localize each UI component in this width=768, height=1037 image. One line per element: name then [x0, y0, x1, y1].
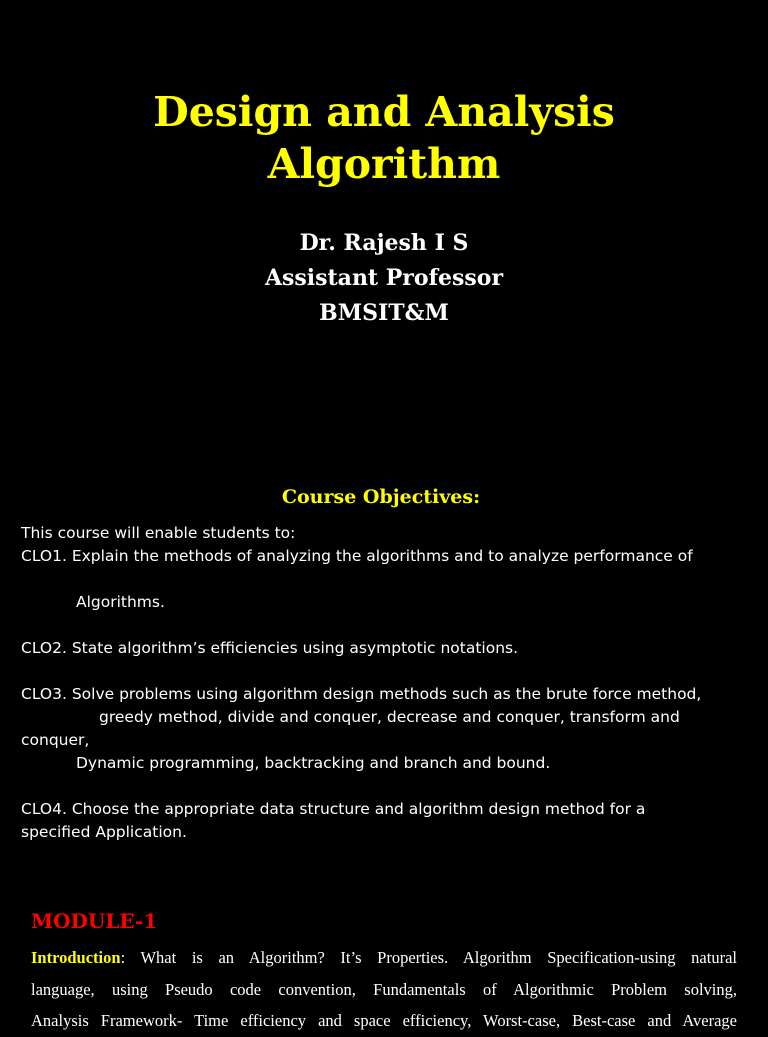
title-line-2: Algorithm — [267, 140, 501, 188]
objectives-line: Dynamic programming, backtracking and branch and bound. — [76, 754, 551, 772]
author-block — [0, 226, 768, 331]
objectives-line — [21, 568, 741, 591]
author-name: Dr. Rajesh I S — [299, 230, 469, 256]
objectives-line: conquer, — [21, 731, 90, 749]
objectives-line: This course will enable students to: — [21, 524, 296, 542]
module-line-1-text: : What is an Algorithm? It’s Properties. Algorithm Specification-using natural — [120, 948, 737, 967]
objectives-list — [21, 522, 741, 844]
objectives-line — [21, 775, 741, 798]
module-title: MODULE-1 — [31, 909, 158, 933]
objectives-line: specified Application. — [21, 823, 187, 841]
author-position: Assistant Professor — [264, 265, 504, 291]
document-title — [0, 86, 768, 190]
module-line — [31, 942, 737, 974]
module-description — [31, 942, 737, 1037]
module-line: language, using Pseudo code convention, Fundamentals of Algorithmic Problem solving, — [31, 979, 737, 999]
objectives-line: CLO1. Explain the methods of analyzing the algorithms and to analyze performance of — [21, 547, 693, 565]
introduction-label: Introduction — [31, 948, 121, 967]
objectives-line: CLO4. Choose the appropriate data structure and algorithm design method for a — [21, 800, 646, 818]
objectives-line: greedy method, divide and conquer, decrease and conquer, transform and — [99, 708, 680, 726]
objectives-heading: Course Objectives: — [281, 486, 481, 508]
title-line-1: Design and Analysis — [153, 88, 615, 136]
module-line: Analysis Framework- Time efficiency and space efficiency, Worst-case, Best-case and Average — [31, 1011, 737, 1030]
objectives-line — [21, 614, 741, 637]
objectives-line: CLO3. Solve problems using algorithm design methods such as the brute force method, — [21, 685, 702, 703]
objectives-line — [21, 660, 741, 683]
objectives-line: CLO2. State algorithm’s efficiencies using asymptotic notations. — [21, 639, 519, 657]
author-institution: BMSIT&M — [319, 300, 449, 326]
objectives-line: Algorithms. — [76, 593, 165, 611]
